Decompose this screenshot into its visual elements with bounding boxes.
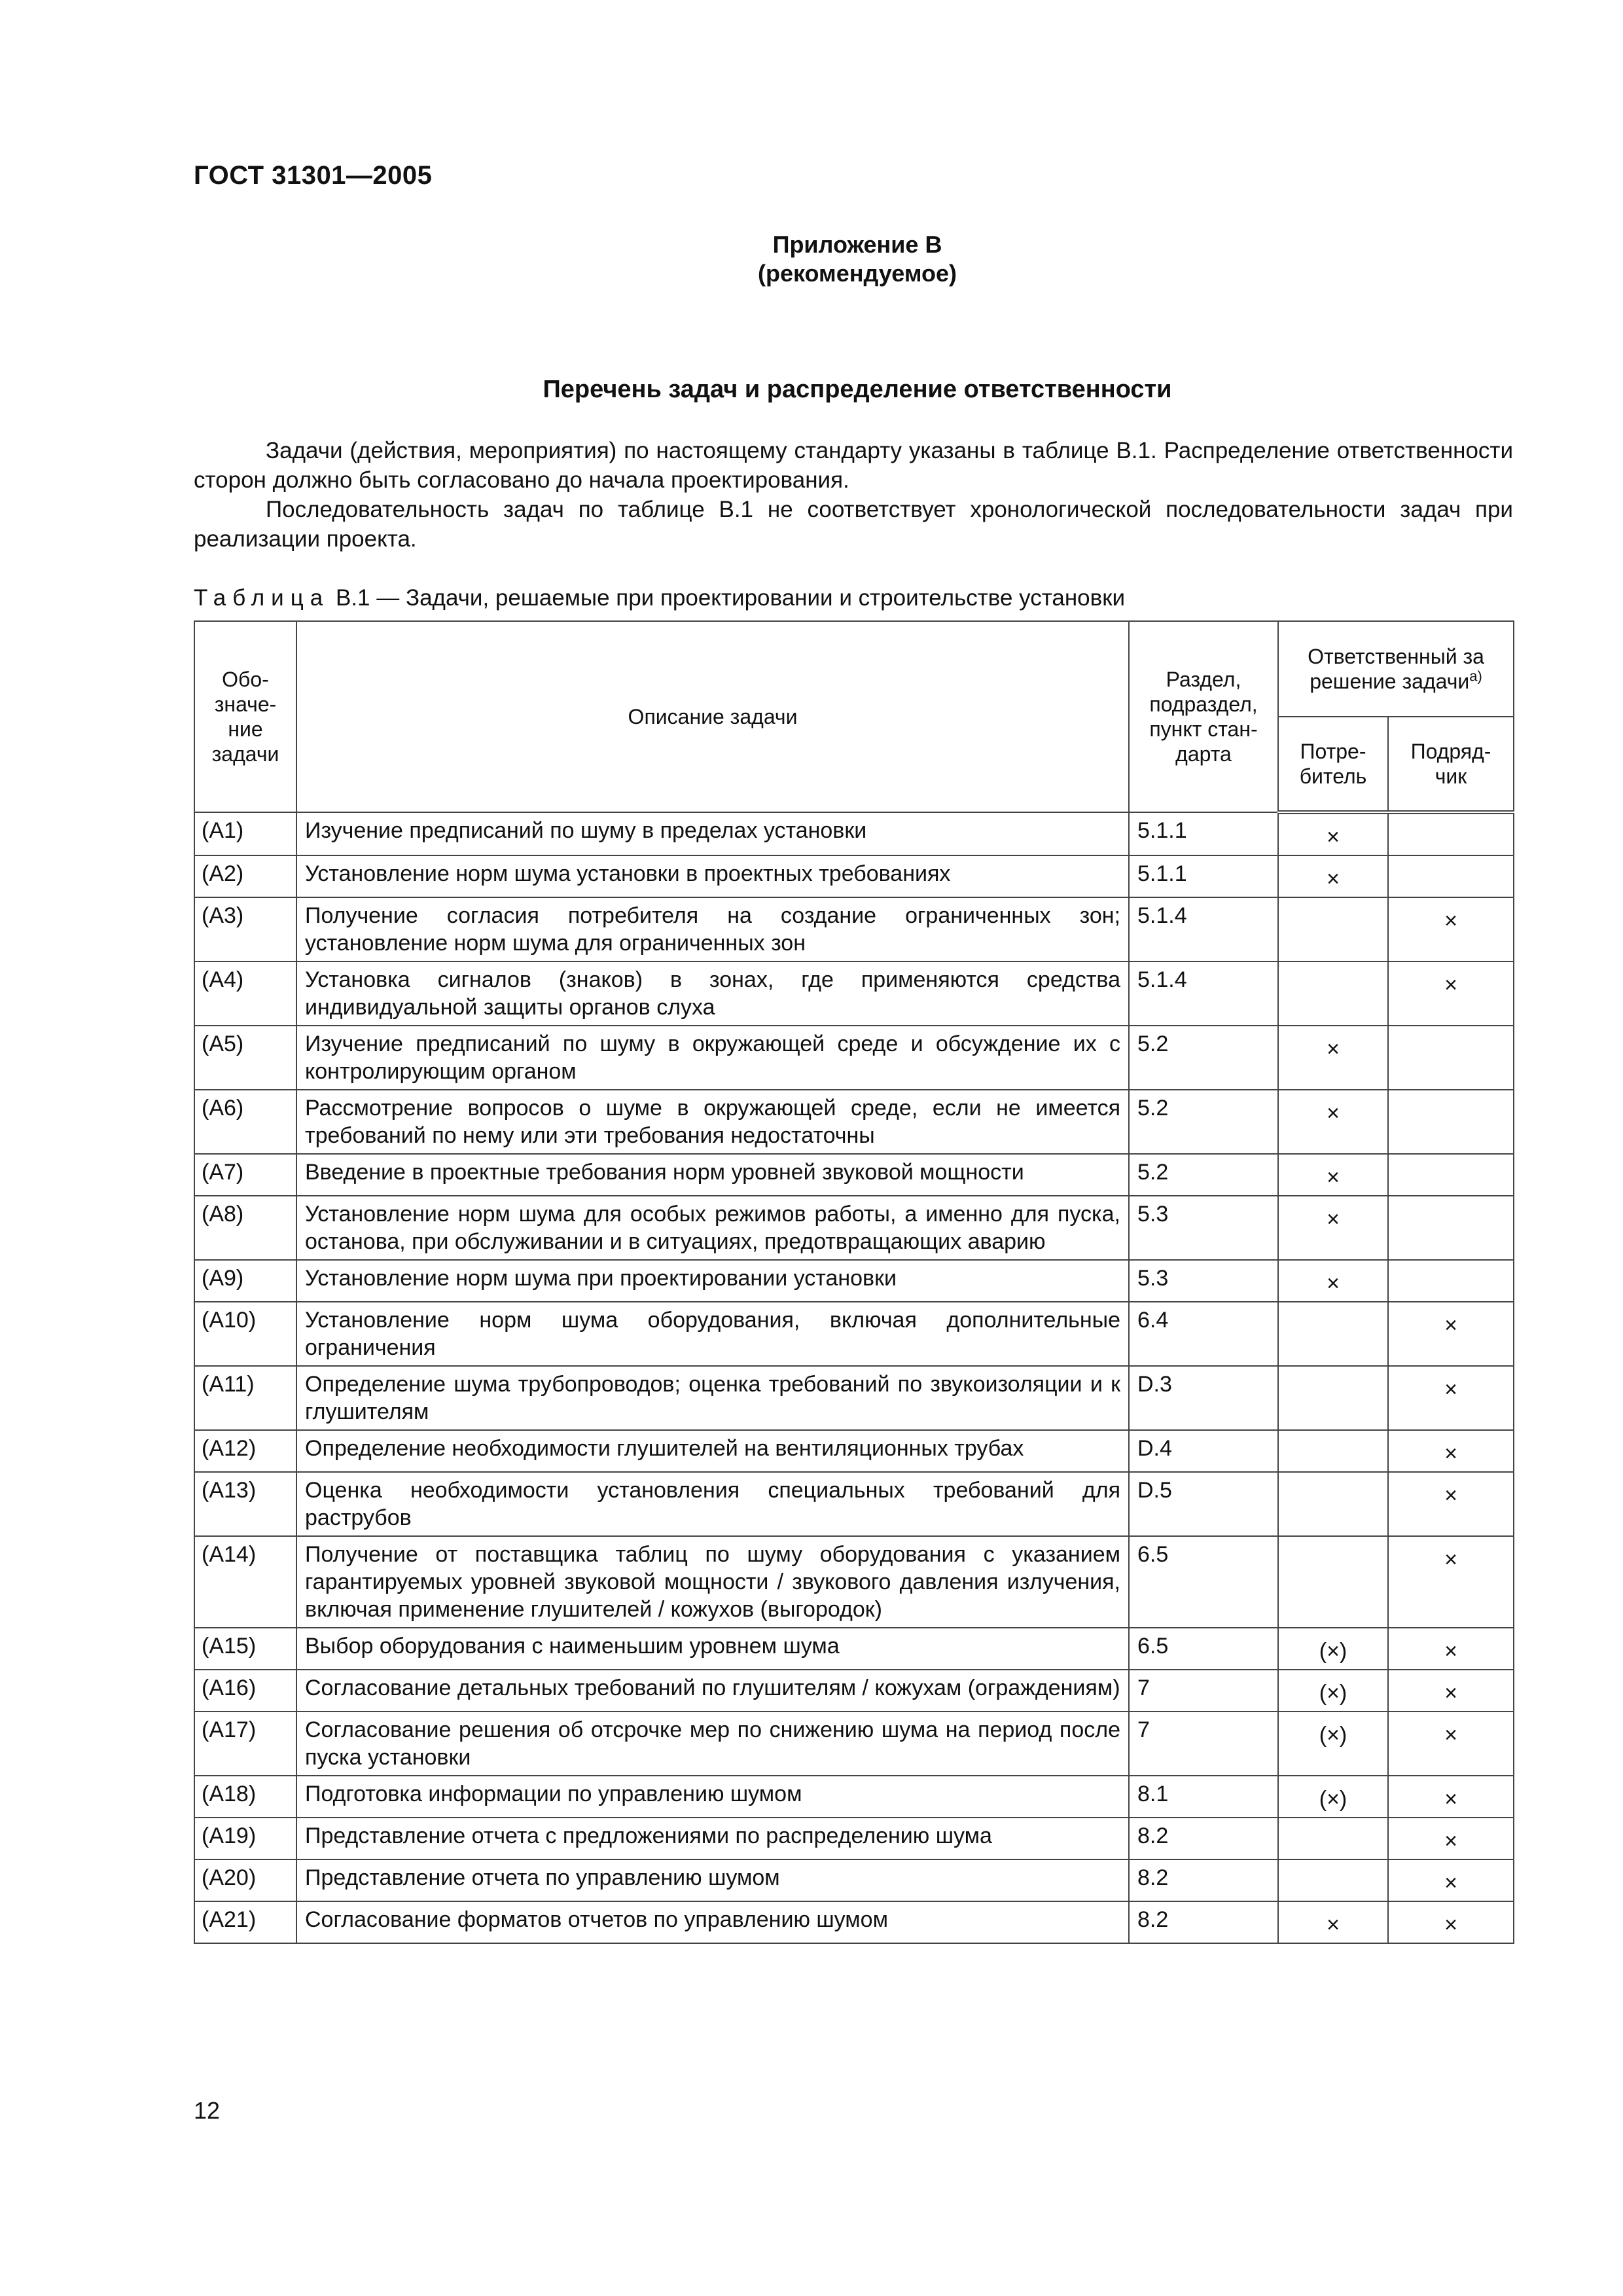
task-section: 5.2	[1129, 1154, 1278, 1196]
consumer-mark	[1278, 961, 1388, 1026]
table-row	[194, 1536, 1514, 1628]
consumer-mark: (×)	[1278, 1628, 1388, 1670]
task-code: (A2)	[194, 855, 296, 897]
contractor-mark: ×	[1388, 1302, 1514, 1366]
task-code: (A20)	[194, 1859, 296, 1901]
task-description: Оценка необходимости установления специальных требований для раструбов	[296, 1472, 1129, 1536]
contractor-mark: ×	[1388, 1859, 1514, 1901]
consumer-mark: (×)	[1278, 1670, 1388, 1712]
task-description: Установление норм шума установки в проектных требованиях	[296, 855, 1129, 897]
consumer-mark	[1278, 897, 1388, 961]
page-number: 12	[194, 2097, 221, 2124]
header-section: Раздел, подраздел, пункт стан-дарта	[1129, 621, 1278, 812]
table-row	[194, 1712, 1514, 1776]
task-code: (A12)	[194, 1430, 296, 1472]
contractor-mark	[1388, 1154, 1514, 1196]
contractor-mark	[1388, 1196, 1514, 1260]
contractor-mark	[1388, 855, 1514, 897]
table-row	[194, 1260, 1514, 1302]
consumer-mark: ×	[1278, 1901, 1388, 1943]
task-code: (A17)	[194, 1712, 296, 1776]
task-code: (A15)	[194, 1628, 296, 1670]
task-code: (A13)	[194, 1472, 296, 1536]
consumer-mark	[1278, 1818, 1388, 1859]
task-section: 5.3	[1129, 1260, 1278, 1302]
consumer-mark: ×	[1278, 1196, 1388, 1260]
contractor-mark: ×	[1388, 961, 1514, 1026]
task-section: 5.1.4	[1129, 897, 1278, 961]
task-section: 8.2	[1129, 1859, 1278, 1901]
task-description: Представление отчета по управлению шумом	[296, 1859, 1129, 1901]
table-row	[194, 1776, 1514, 1818]
task-section: D.3	[1129, 1366, 1278, 1430]
task-section: 6.5	[1129, 1628, 1278, 1670]
task-description: Согласование детальных требований по глушителям / кожухам (ограждениям)	[296, 1670, 1129, 1712]
consumer-mark: ×	[1278, 1090, 1388, 1154]
task-description: Установление норм шума оборудования, включая дополнительные ограничения	[296, 1302, 1129, 1366]
task-description: Выбор оборудования с наименьшим уровнем шума	[296, 1628, 1129, 1670]
intro-paragraph-2: Последовательность задач по таблице В.1 не соответствует хронологической последовательности задач при реализации проекта.	[194, 497, 1513, 552]
consumer-mark: (×)	[1278, 1776, 1388, 1818]
task-description: Установка сигналов (знаков) в зонах, где применяются средства индивидуальной защиты органов слуха	[296, 961, 1129, 1026]
task-code: (A11)	[194, 1366, 296, 1430]
task-code: (A6)	[194, 1090, 296, 1154]
task-description: Получение согласия потребителя на создание ограниченных зон; установление норм шума для ограниченных зон	[296, 897, 1129, 961]
task-code: (A10)	[194, 1302, 296, 1366]
table-row	[194, 1472, 1514, 1536]
task-description: Установление норм шума для особых режимов работы, а именно для пуска, останова, при обслуживании и в ситуациях, предотвращающих аварию	[296, 1196, 1129, 1260]
task-description: Изучение предписаний по шуму в пределах установки	[296, 812, 1129, 855]
task-description: Подготовка информации по управлению шумом	[296, 1776, 1129, 1818]
task-section: 8.2	[1129, 1901, 1278, 1943]
contractor-mark: ×	[1388, 1818, 1514, 1859]
task-section: 5.1.1	[1129, 812, 1278, 855]
task-description: Получение от поставщика таблиц по шуму оборудования с указанием гарантируемых уровней звуковой мощности / звукового давления излучения, включая применение глушителей / кожухов (выгородок)	[296, 1536, 1129, 1628]
task-section: 8.2	[1129, 1818, 1278, 1859]
task-code: (A1)	[194, 812, 296, 855]
task-code: (A8)	[194, 1196, 296, 1260]
table-caption-text: В.1 — Задачи, решаемые при проектировании и строительстве установки	[335, 585, 1126, 611]
contractor-mark	[1388, 1026, 1514, 1090]
header-consumer: Потре-битель	[1278, 717, 1388, 812]
contractor-mark: ×	[1388, 1628, 1514, 1670]
task-description: Рассмотрение вопросов о шуме в окружающей среде, если не имеется требований по нему или эти требования недостаточны	[296, 1090, 1129, 1154]
table-caption	[194, 585, 1125, 611]
task-code: (A19)	[194, 1818, 296, 1859]
consumer-mark	[1278, 1302, 1388, 1366]
task-section: D.5	[1129, 1472, 1278, 1536]
consumer-mark	[1278, 1430, 1388, 1472]
contractor-mark: ×	[1388, 1472, 1514, 1536]
contractor-mark: ×	[1388, 897, 1514, 961]
contractor-mark	[1388, 1260, 1514, 1302]
task-section: 5.2	[1129, 1026, 1278, 1090]
header-responsible	[1278, 621, 1514, 717]
table-caption-label: Таблица	[194, 585, 330, 611]
task-section: 6.4	[1129, 1302, 1278, 1366]
consumer-mark: ×	[1278, 1260, 1388, 1302]
table-row	[194, 1366, 1514, 1430]
task-section: 5.1.4	[1129, 961, 1278, 1026]
table-row	[194, 1026, 1514, 1090]
appendix-heading	[0, 230, 1623, 288]
contractor-mark: ×	[1388, 1670, 1514, 1712]
task-description: Согласование решения об отсрочке мер по снижению шума на период после пуска установки	[296, 1712, 1129, 1776]
table-row	[194, 1818, 1514, 1859]
task-code: (A18)	[194, 1776, 296, 1818]
appendix-title: Приложение В	[772, 231, 942, 258]
table-row	[194, 855, 1514, 897]
table-row	[194, 812, 1514, 855]
task-code: (A4)	[194, 961, 296, 1026]
consumer-mark	[1278, 1536, 1388, 1628]
consumer-mark	[1278, 1859, 1388, 1901]
consumer-mark: ×	[1278, 1026, 1388, 1090]
contractor-mark: ×	[1388, 1901, 1514, 1943]
section-heading: Перечень задач и распределение ответственности	[543, 376, 1172, 403]
task-code: (A21)	[194, 1901, 296, 1943]
consumer-mark: ×	[1278, 1154, 1388, 1196]
standard-code: ГОСТ 31301—2005	[194, 161, 433, 190]
task-code: (A14)	[194, 1536, 296, 1628]
table-row	[194, 1430, 1514, 1472]
header-description: Описание задачи	[296, 621, 1129, 812]
header-responsible-label: Ответственный за решение задачи	[1308, 645, 1484, 693]
header-responsible-note: а)	[1469, 668, 1482, 685]
task-description: Определение необходимости глушителей на вентиляционных трубах	[296, 1430, 1129, 1472]
task-section: 7	[1129, 1670, 1278, 1712]
consumer-mark	[1278, 1366, 1388, 1430]
contractor-mark	[1388, 812, 1514, 855]
consumer-mark: ×	[1278, 855, 1388, 897]
intro-text	[194, 436, 1513, 554]
contractor-mark: ×	[1388, 1712, 1514, 1776]
task-code: (A5)	[194, 1026, 296, 1090]
contractor-mark: ×	[1388, 1536, 1514, 1628]
table-row	[194, 1196, 1514, 1260]
table-row	[194, 1670, 1514, 1712]
task-description: Изучение предписаний по шуму в окружающей среде и обсуждение их с контролирующим органом	[296, 1026, 1129, 1090]
task-section: 5.2	[1129, 1090, 1278, 1154]
consumer-mark	[1278, 1472, 1388, 1536]
task-description: Согласование форматов отчетов по управлению шумом	[296, 1901, 1129, 1943]
consumer-mark: (×)	[1278, 1712, 1388, 1776]
contractor-mark: ×	[1388, 1430, 1514, 1472]
task-description: Введение в проектные требования норм уровней звуковой мощности	[296, 1154, 1129, 1196]
task-code: (A9)	[194, 1260, 296, 1302]
task-code: (A7)	[194, 1154, 296, 1196]
header-code: Обо-значе-ние задачи	[194, 621, 296, 812]
task-section: 7	[1129, 1712, 1278, 1776]
contractor-mark: ×	[1388, 1366, 1514, 1430]
intro-paragraph-1: Задачи (действия, мероприятия) по настоящему стандарту указаны в таблице В.1. Распределение ответственности сторон должно быть согласовано до начала проектирования.	[194, 438, 1513, 493]
task-code: (A16)	[194, 1670, 296, 1712]
tasks-table	[194, 620, 1514, 1944]
consumer-mark: ×	[1278, 812, 1388, 855]
appendix-status: (рекомендуемое)	[758, 260, 957, 287]
task-section: 6.5	[1129, 1536, 1278, 1628]
task-section: 5.3	[1129, 1196, 1278, 1260]
table-row	[194, 1302, 1514, 1366]
task-description: Установление норм шума при проектировании установки	[296, 1260, 1129, 1302]
task-section: 8.1	[1129, 1776, 1278, 1818]
task-description: Представление отчета с предложениями по распределению шума	[296, 1818, 1129, 1859]
contractor-mark	[1388, 1090, 1514, 1154]
task-section: D.4	[1129, 1430, 1278, 1472]
header-contractor: Подряд-чик	[1388, 717, 1514, 812]
table-row	[194, 897, 1514, 961]
table-row	[194, 1090, 1514, 1154]
table-row	[194, 1154, 1514, 1196]
task-section: 5.1.1	[1129, 855, 1278, 897]
table-row	[194, 961, 1514, 1026]
task-code: (A3)	[194, 897, 296, 961]
table-row	[194, 1859, 1514, 1901]
table-row	[194, 1901, 1514, 1943]
contractor-mark: ×	[1388, 1776, 1514, 1818]
table-row	[194, 1628, 1514, 1670]
task-description: Определение шума трубопроводов; оценка требований по звукоизоляции и к глушителям	[296, 1366, 1129, 1430]
